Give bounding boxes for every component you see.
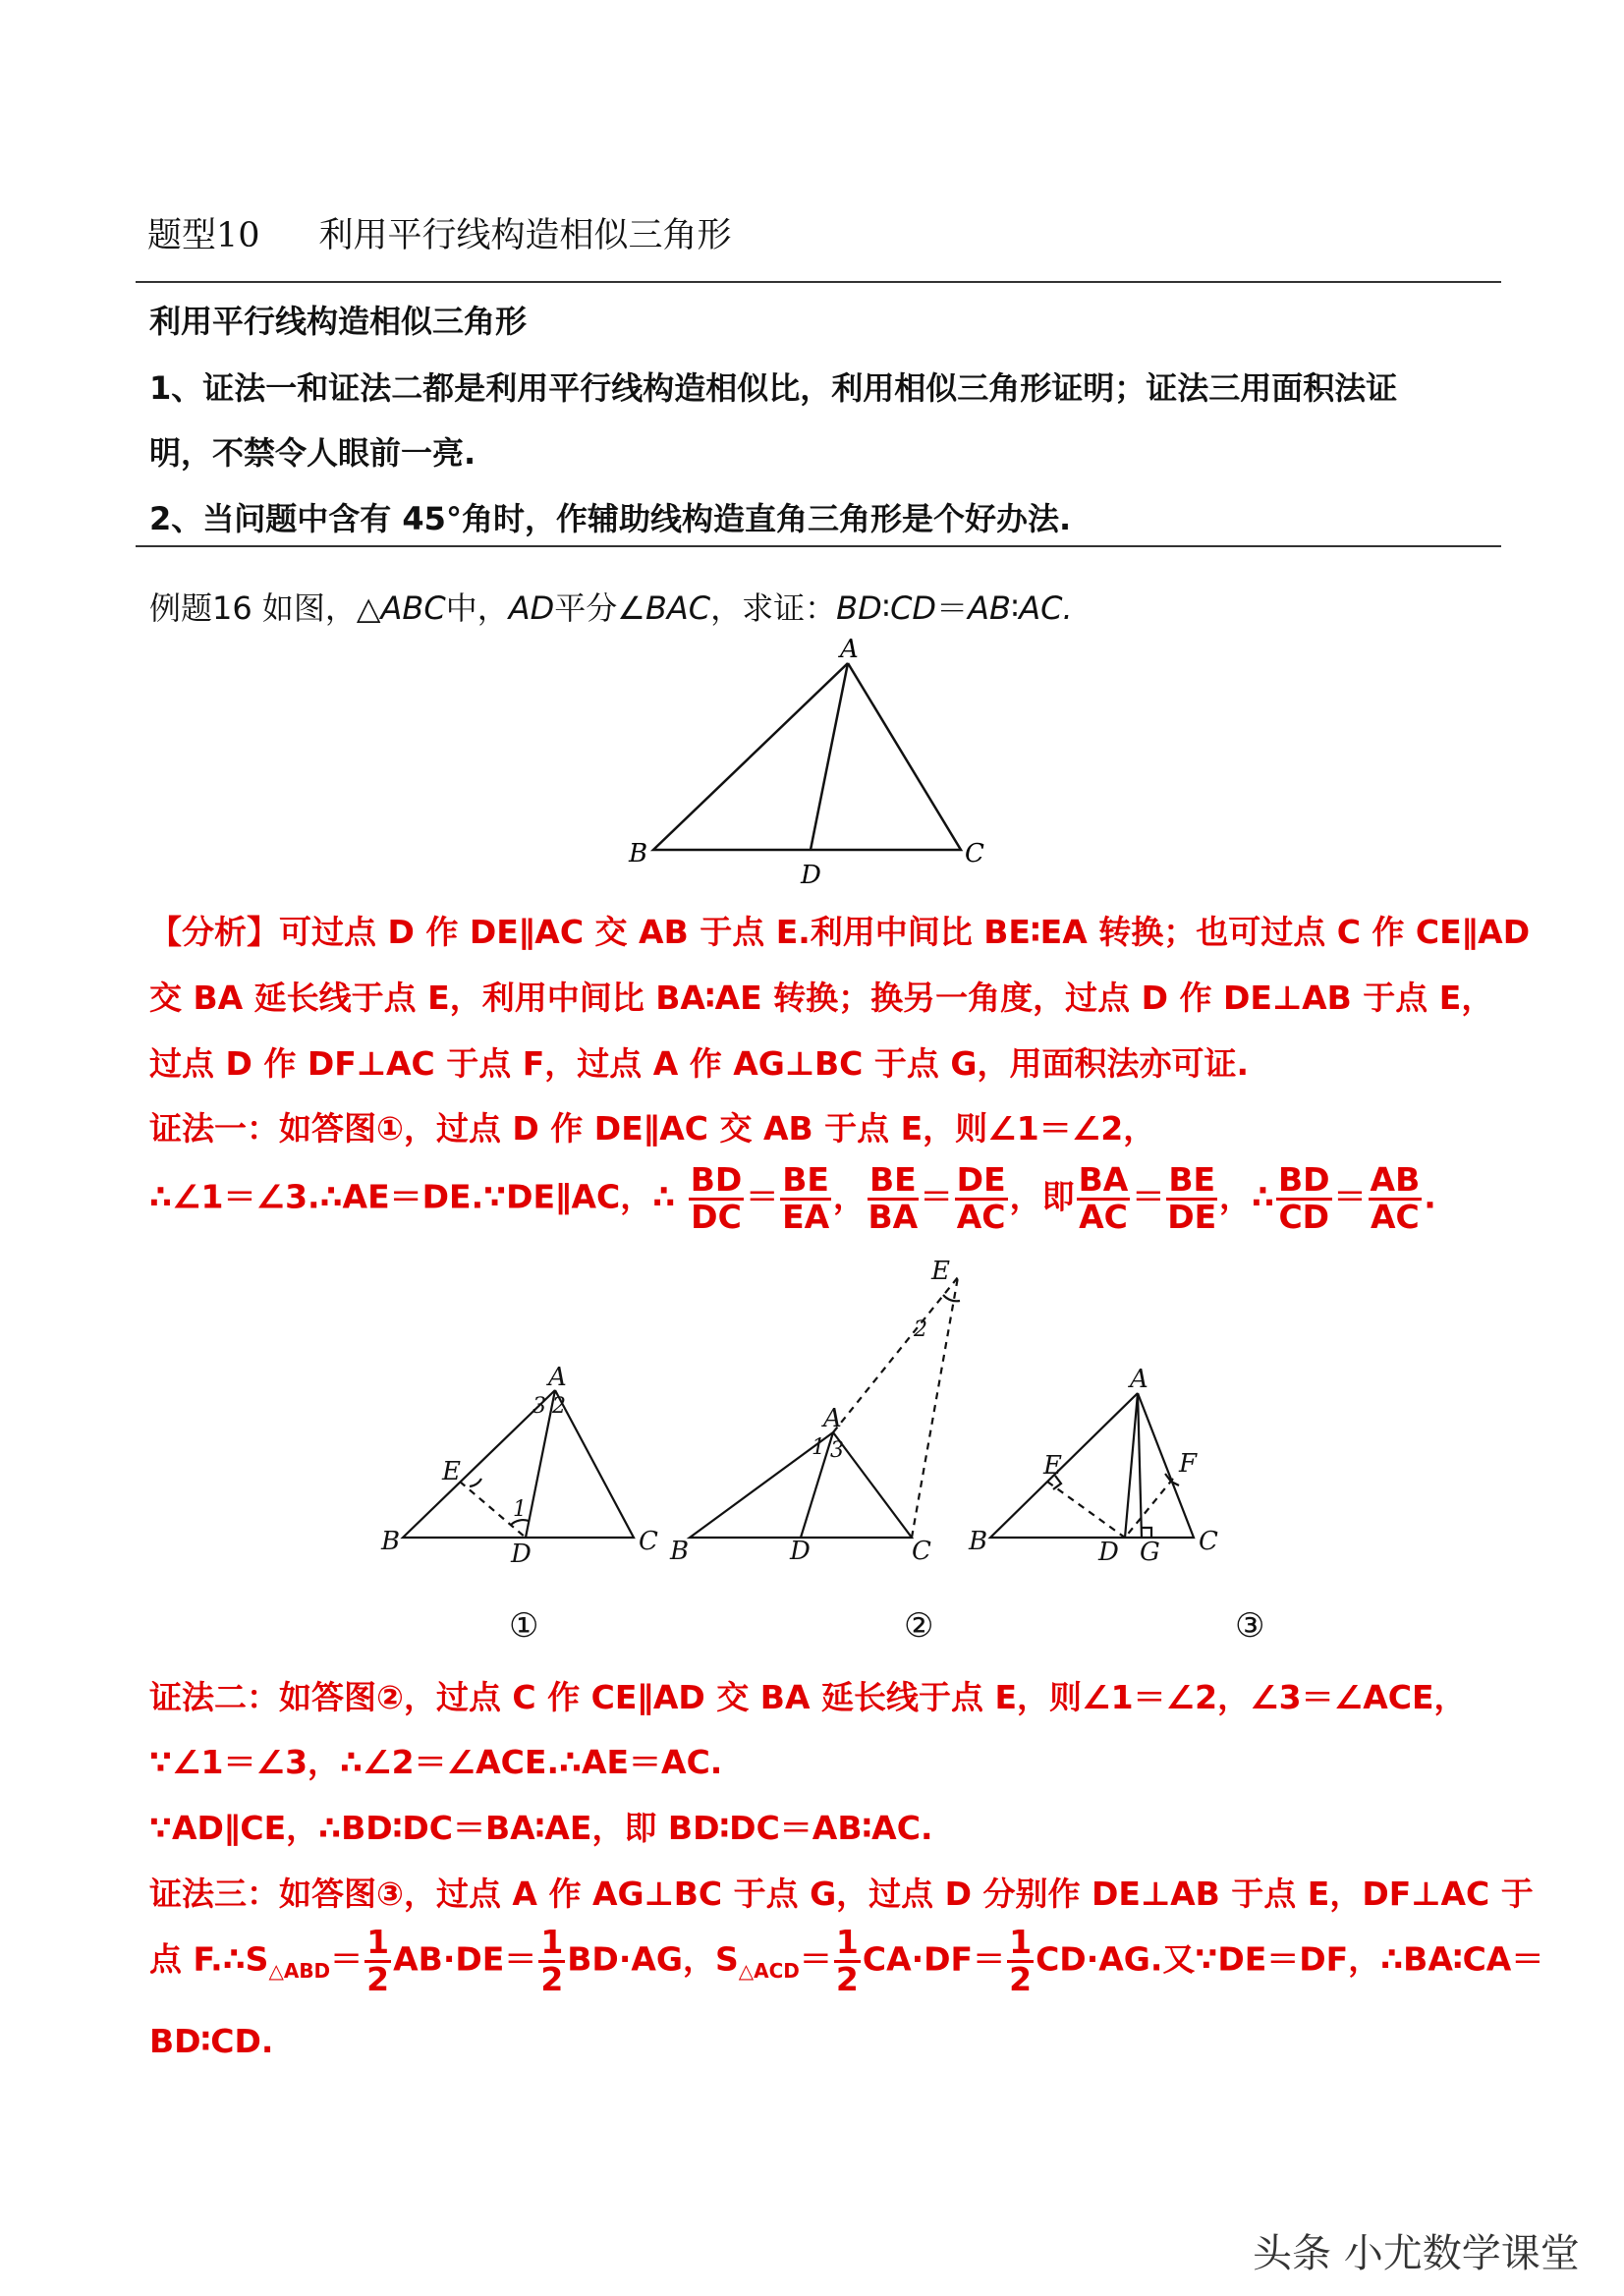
eq3: ＝ bbox=[1132, 1177, 1165, 1216]
ex-t2: 中， bbox=[445, 589, 509, 627]
proof3-line1: 证法三：如答图③，过点 A 作 AG⊥BC 于点 G，过点 D 分别作 DE⊥AB 于点 E，DF⊥AC 于 bbox=[149, 1875, 1534, 1913]
proof1-line2 bbox=[149, 1160, 1436, 1236]
type-label: 题型10 bbox=[147, 216, 260, 255]
ex-ratio2: ∶ bbox=[1010, 589, 1020, 627]
caption-fig2: ② bbox=[904, 1606, 934, 1646]
caption-fig3: ③ bbox=[1235, 1606, 1265, 1646]
type-title: 利用平行线构造相似三角形 bbox=[318, 216, 732, 255]
proof3-line2 bbox=[149, 1923, 1544, 1998]
bisector-ad bbox=[811, 663, 848, 850]
example-prefix: 例题16 如图，△ bbox=[149, 589, 381, 627]
ex-bd: BD bbox=[836, 589, 882, 627]
f2-angle-2: 2 bbox=[914, 1317, 927, 1342]
summary-point1-a: 1、证法一和证法二都是利用平行线构造相似比，利用相似三角形证明；证法三用面积法证 bbox=[149, 369, 1398, 407]
p3-p5: ＝ bbox=[799, 1939, 832, 1979]
frac-half-1: $\frac{1}{2}$ bbox=[366, 1923, 390, 1998]
ex-t4: 平分∠ bbox=[554, 589, 645, 627]
f1-label-e: E bbox=[442, 1457, 461, 1486]
ex-bac: BAC bbox=[644, 589, 711, 627]
f3-label-d: D bbox=[1098, 1538, 1119, 1567]
label-a: A bbox=[840, 635, 859, 664]
eq4: ＝ bbox=[1333, 1177, 1367, 1216]
p3-p2: ＝ bbox=[330, 1939, 364, 1979]
ex-eq: ＝ bbox=[936, 589, 969, 627]
f3-label-g: G bbox=[1140, 1538, 1160, 1567]
frac-be-ea: $\frac{BE}{EA}$ bbox=[782, 1160, 830, 1236]
frac-bd-dc: $\frac{BD}{DC}$ bbox=[690, 1160, 743, 1236]
ex-ad: AD bbox=[508, 589, 555, 627]
p3-sub1: △ABD bbox=[268, 1959, 331, 1984]
eq1: ＝ bbox=[746, 1177, 779, 1216]
f1-label-d: D bbox=[511, 1540, 532, 1569]
frac-ba-ac: $\frac{BA}{AC}$ bbox=[1078, 1160, 1129, 1236]
proof1-line1: 证法一：如答图①，过点 D 作 DE∥AC 交 AB 于点 E，则∠1＝∠2， bbox=[149, 1109, 1156, 1148]
summary-point2: 2、当问题中含有 45°角时，作辅助线构造直角三角形是个好办法. bbox=[149, 500, 1072, 537]
f2-label-b: B bbox=[670, 1537, 690, 1566]
frac-half-4: $\frac{1}{2}$ bbox=[1009, 1923, 1033, 1998]
f2-label-e: E bbox=[931, 1258, 950, 1286]
p3-sub2: △ACD bbox=[738, 1959, 800, 1984]
f2-label-c: C bbox=[912, 1537, 931, 1566]
f3-label-f: F bbox=[1179, 1449, 1198, 1479]
p3-p3: AB·DE＝ bbox=[393, 1939, 537, 1979]
f3-label-b: B bbox=[969, 1527, 988, 1556]
f2-angle-1: 1 bbox=[812, 1435, 825, 1460]
frac-de-ac: $\frac{DE}{AC}$ bbox=[956, 1160, 1006, 1236]
label-b: B bbox=[629, 839, 648, 868]
watermark: 头条 小尤数学课堂 bbox=[1253, 2231, 1580, 2276]
p3-p1: 点 F.∴S bbox=[149, 1939, 269, 1979]
frac-ab-ac: $\frac{AB}{AC}$ bbox=[1370, 1160, 1421, 1236]
f1-label-b: B bbox=[381, 1527, 401, 1556]
bottom-divider bbox=[136, 545, 1501, 547]
f1-label-c: C bbox=[639, 1527, 658, 1556]
proof2-line2: ∵∠1＝∠3，∴∠2＝∠ACE.∴AE＝AC. bbox=[149, 1743, 723, 1781]
section-title bbox=[147, 208, 732, 257]
frac-be-ba: $\frac{BE}{BA}$ bbox=[868, 1160, 919, 1236]
ex-ratio1: ∶ bbox=[881, 589, 891, 627]
p3-p4: BD·AG，S bbox=[567, 1939, 739, 1979]
proof3-line3: BD∶CD. bbox=[149, 2022, 274, 2060]
ex-ab: AB bbox=[968, 589, 1011, 627]
figure3 bbox=[990, 1393, 1194, 1538]
f1-angle-1: 1 bbox=[513, 1497, 527, 1522]
f1-angle-3: 3 bbox=[532, 1394, 546, 1419]
label-d: D bbox=[801, 861, 821, 889]
ji: ，即 bbox=[1009, 1177, 1075, 1216]
comma1: ， bbox=[832, 1177, 866, 1216]
ex-cd: CD bbox=[890, 589, 937, 627]
label-c: C bbox=[965, 839, 984, 868]
analysis-line1: 【分析】可过点 D 作 DE∥AC 交 AB 于点 E.利用中间比 BE∶EA 转换；也可过点 C 作 CE∥AD bbox=[149, 913, 1531, 951]
top-divider bbox=[136, 281, 1501, 283]
frac-half-2: $\frac{1}{2}$ bbox=[540, 1923, 564, 1998]
caption-fig1: ① bbox=[509, 1606, 539, 1646]
f3-label-e: E bbox=[1043, 1451, 1062, 1481]
f2-label-d: D bbox=[790, 1537, 811, 1566]
frac-half-3: $\frac{1}{2}$ bbox=[835, 1923, 859, 1998]
ex-ac: AC. bbox=[1019, 589, 1073, 627]
analysis-line2: 交 BA 延长线于点 E，利用中间比 BA∶AE 转换；换另一角度，过点 D 作 DE⊥AB 于点 E， bbox=[149, 979, 1494, 1017]
proof2-line1: 证法二：如答图②，过点 C 作 CE∥AD 交 BA 延长线于点 E，则∠1＝∠2，∠3＝∠ACE， bbox=[149, 1678, 1467, 1716]
f2-label-a: A bbox=[823, 1404, 842, 1433]
f1-label-a: A bbox=[548, 1363, 567, 1392]
ex-t6: ，求证： bbox=[710, 589, 837, 627]
so: ，∴ bbox=[1219, 1177, 1274, 1216]
f3-label-a: A bbox=[1130, 1365, 1148, 1394]
f2-angle-3: 3 bbox=[830, 1438, 844, 1463]
eq2: ＝ bbox=[920, 1177, 953, 1216]
ex-abc: ABC bbox=[380, 589, 446, 627]
proof1-end: . bbox=[1424, 1177, 1436, 1216]
answer-figures bbox=[373, 1258, 1356, 1582]
analysis-line3: 过点 D 作 DF⊥AC 于点 F，过点 A 作 AG⊥BC 于点 G，用面积法亦可证. bbox=[149, 1044, 1250, 1083]
example-statement bbox=[149, 584, 1073, 629]
main-triangle-figure bbox=[609, 634, 1002, 889]
proof1-pre: ∴∠1＝∠3.∴AE＝DE.∵DE∥AC，∴ bbox=[149, 1177, 676, 1216]
p3-p6: CA·DF＝ bbox=[862, 1939, 1006, 1979]
proof2-line3: ∵AD∥CE，∴BD∶DC＝BA∶AE，即 BD∶DC＝AB∶AC. bbox=[149, 1809, 933, 1847]
triangle-abc bbox=[653, 663, 961, 850]
p3-p7: CD·AG.又∵DE＝DF，∴BA∶CA＝ bbox=[1036, 1939, 1544, 1979]
summary-heading: 利用平行线构造相似三角形 bbox=[149, 303, 528, 340]
f3-label-c: C bbox=[1199, 1527, 1218, 1556]
summary-point1-b: 明，不禁令人眼前一亮. bbox=[149, 434, 476, 472]
frac-bd-cd: $\frac{BD}{CD}$ bbox=[1277, 1160, 1330, 1236]
frac-be-de: $\frac{BE}{DE}$ bbox=[1167, 1160, 1217, 1236]
f1-angle-2: 2 bbox=[552, 1394, 566, 1419]
